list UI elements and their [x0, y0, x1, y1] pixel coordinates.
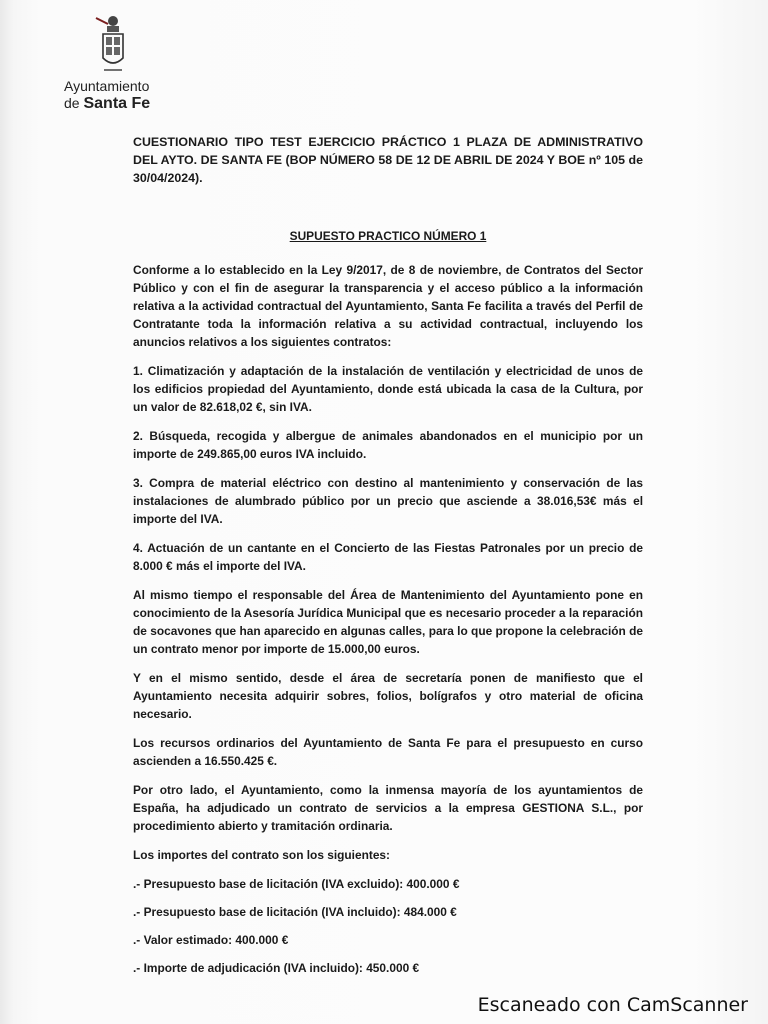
- gestiona-paragraph: Por otro lado, el Ayuntamiento, como la inmensa mayoría de los ayuntamientos de España, ha adjudicado un contrato de servicios a la empresa GESTIONA S.L., por procedimiento abierto y tramitación ordinaria.: [133, 783, 643, 833]
- city-logo: [60, 12, 170, 112]
- maintenance-paragraph: Al mismo tiempo el responsable del Área de Mantenimiento del Ayuntamiento pone en conocimiento de la Asesoría Jurídica Municipal que es necesario proceder a la reparación de socavones que han aparecido en algunas calles, para lo que propone la celebración de un contrato menor por importe de 15.000,00 euros.: [133, 588, 643, 656]
- org-name-prefix: de: [64, 95, 80, 111]
- case-heading: SUPUESTO PRACTICO NÚMERO 1: [289, 229, 487, 243]
- amount-item: .- Presupuesto base de licitación (IVA excluido): 400.000 €: [133, 877, 460, 891]
- org-name-line2: [64, 95, 150, 113]
- document-title: CUESTIONARIO TIPO TEST EJERCICIO PRÁCTICO 1 PLAZA DE ADMINISTRATIVO DEL AYTO. DE SANTA FE (BOP NÚMERO 58 DE 12 DE ABRIL DE 2024 Y BOE nº 105 de 30/04/2024).: [133, 135, 643, 185]
- contract-item-1: 1. Climatización y adaptación de la instalación de ventilación y electricidad de unos de los edificios propiedad del Ayuntamiento, donde está ubicada la casa de la Cultura, por un valor de 82.618,02 €, sin IVA.: [133, 364, 643, 414]
- org-name-line1: Ayuntamiento: [64, 78, 150, 94]
- resources-paragraph: Los recursos ordinarios del Ayuntamiento de Santa Fe para el presupuesto en curso ascienden a 16.550.425 €.: [133, 736, 643, 768]
- amount-item: .- Importe de adjudicación (IVA incluido): 450.000 €: [133, 961, 420, 975]
- amounts-intro: Los importes del contrato son los siguientes:: [133, 848, 391, 862]
- coat-of-arms-icon: [94, 12, 132, 76]
- intro-paragraph: Conforme a lo establecido en la Ley 9/2017, de 8 de noviembre, de Contratos del Sector Público y con el fin de asegurar la transparencia y el acceso público a la información relativa a la actividad contractual del Ayuntamiento, Santa Fe facilita a través del Perfil de Contratante toda la información relativa a su actividad contractual, incluyendo los anuncios relativos a los siguientes contratos:: [133, 263, 643, 349]
- contract-item-2: 2. Búsqueda, recogida y albergue de animales abandonados en el municipio por un importe de 249.865,00 euros IVA incluido.: [133, 429, 643, 461]
- secretariat-paragraph: Y en el mismo sentido, desde el área de secretaría ponen de manifiesto que el Ayuntamiento necesita adquirir sobres, folios, bolígrafos y otro material de oficina necesario.: [133, 671, 643, 721]
- camscanner-watermark: Escaneado con CamScanner: [477, 994, 748, 1016]
- amounts-list: [133, 875, 643, 977]
- document-body: [133, 133, 643, 987]
- amount-item: .- Presupuesto base de licitación (IVA incluido): 484.000 €: [133, 905, 457, 919]
- contract-item-4: 4. Actuación de un cantante en el Concierto de las Fiestas Patronales por un precio de 8.000 € más el importe del IVA.: [133, 541, 643, 573]
- org-name-city: Santa Fe: [83, 95, 151, 112]
- amount-item: .- Valor estimado: 400.000 €: [133, 933, 289, 947]
- contract-item-3: 3. Compra de material eléctrico con destino al mantenimiento y conservación de las instalaciones de alumbrado público por un precio que asciende a 38.016,53€ más el importe del IVA.: [133, 476, 643, 526]
